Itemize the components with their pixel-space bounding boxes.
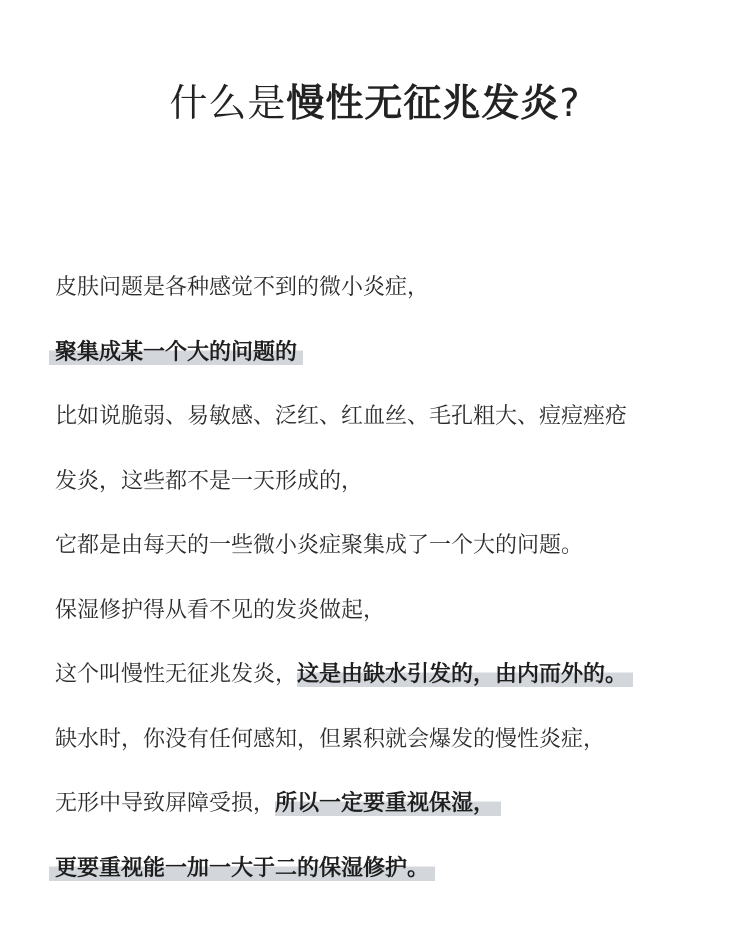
text-line-4 xyxy=(55,466,715,498)
line-text: 缺水时，你没有任何感知，但累积就会爆发的慢性炎症， xyxy=(55,726,606,752)
highlighted-text: 所以一定要重视保湿， xyxy=(275,791,501,816)
article-body xyxy=(55,272,715,917)
text-line-8 xyxy=(55,724,715,756)
line-text: 无形中导致屏障受损， xyxy=(55,791,276,816)
text-line-10 xyxy=(55,853,715,885)
line-text: 保湿修护得从看不见的发炎做起， xyxy=(55,597,386,623)
title-suffix: ? xyxy=(559,81,581,125)
line-text: 比如说脆弱、易敏感、泛红、红血丝、毛孔粗大、痘痘痤疮 xyxy=(55,404,628,429)
line-text: 这个叫慢性无征兆发炎， xyxy=(55,662,298,687)
text-line-1 xyxy=(55,272,715,304)
line-text: 发炎，这些都不是一天形成的， xyxy=(55,468,364,494)
highlighted-text: 这是由缺水引发的，由内而外的。 xyxy=(297,662,633,687)
text-line-5 xyxy=(55,530,715,562)
highlighted-text: 聚集成某一个大的问题的 xyxy=(49,340,303,365)
text-line-9 xyxy=(55,788,715,820)
highlighted-text: 更要重视能一加一大于二的保湿修护。 xyxy=(49,856,435,881)
line-text: 皮肤问题是各种感觉不到的微小炎症， xyxy=(55,275,430,300)
page-title xyxy=(165,78,584,128)
text-line-7 xyxy=(55,659,715,691)
title-prefix: 什么是 xyxy=(169,81,287,125)
line-text: 它都是由每天的一些微小炎症聚集成了一个大的问题。 xyxy=(55,533,584,558)
text-line-3 xyxy=(55,401,715,433)
text-line-2 xyxy=(55,337,715,369)
title-emphasis: 慢性无征兆发炎 xyxy=(286,81,560,125)
title-area xyxy=(0,78,750,128)
text-line-6 xyxy=(55,595,715,627)
